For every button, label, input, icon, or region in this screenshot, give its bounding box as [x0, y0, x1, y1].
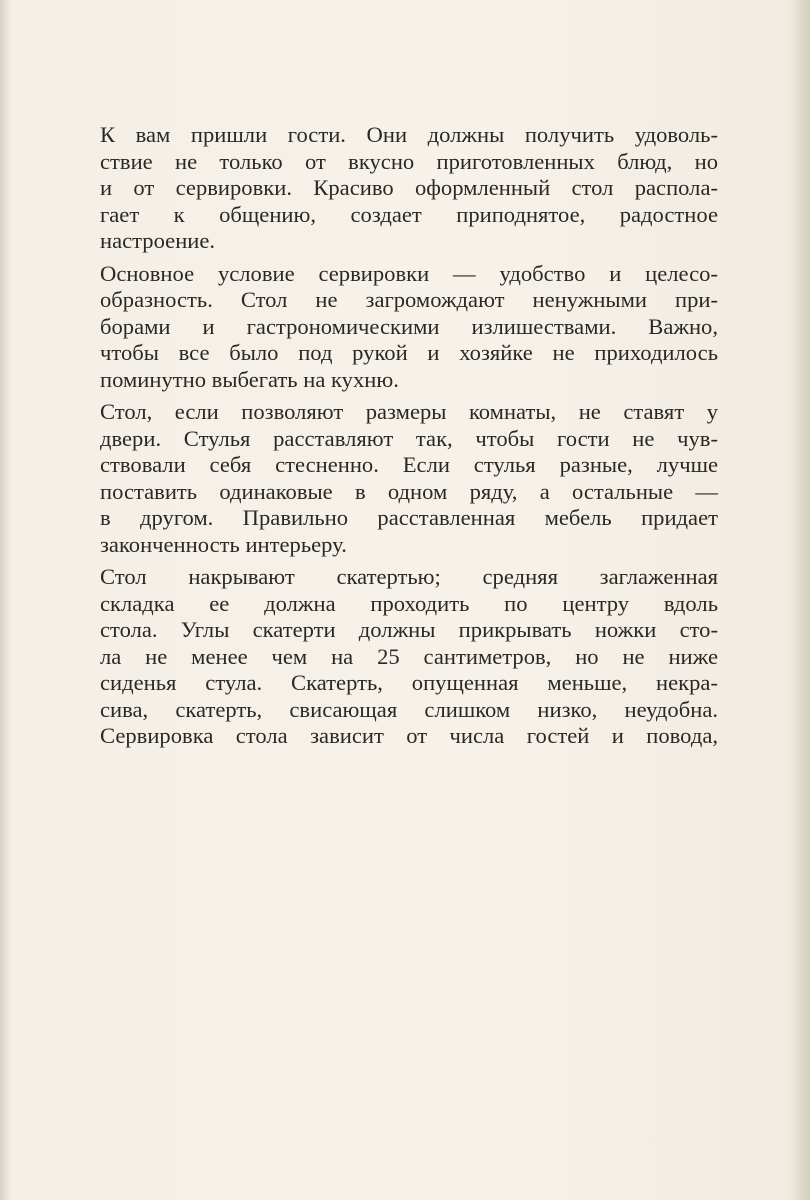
- text-line: гает к общению, создает приподнятое, радостное: [100, 201, 718, 227]
- text-line: и от сервировки. Красиво оформленный стол распола-: [100, 175, 718, 200]
- text-line: поставить одинаковые в одном ряду, а остальные —: [100, 478, 718, 504]
- text-line: ствие не только от вкусно приготовленных блюд, но: [100, 148, 718, 174]
- text-line: ла не менее чем на 25 сантиметров, но не ниже: [100, 643, 718, 669]
- text-line: стола. Углы скатерти должны прикрывать ножки сто-: [100, 617, 718, 642]
- page-right-edge: [792, 0, 810, 1200]
- text-line: Стол, если позволяют размеры комнаты, не ставят у: [100, 399, 718, 424]
- text-line: Основное условие сервировки — удобство и целесо-: [100, 260, 718, 286]
- paragraph-furniture: [100, 399, 718, 558]
- paragraph-guests: [100, 122, 718, 255]
- text-line: настроение.: [100, 228, 216, 253]
- text-line: сива, скатерть, свисающая слишком низко, неудобна.: [100, 696, 718, 722]
- text-line: чтобы все было под рукой и хозяйке не приходилось: [100, 340, 718, 365]
- paragraph-tablecloth: [100, 564, 718, 750]
- page-left-edge: [0, 0, 10, 1200]
- body-text: [100, 122, 718, 756]
- text-line: сиденья стула. Скатерть, опущенная меньше, некра-: [100, 670, 718, 695]
- text-line: поминутно выбегать на кухню.: [100, 366, 399, 392]
- text-line: Сервировка стола зависит от числа гостей и повода,: [100, 723, 718, 748]
- text-line: в другом. Правильно расставленная мебель придает: [100, 505, 718, 530]
- text-line: ствовали себя стесненно. Если стулья разные, лучше: [100, 452, 718, 477]
- paragraph-conditions: [100, 261, 718, 394]
- text-line: борами и гастрономическими излишествами. Важно,: [100, 313, 718, 339]
- text-line: образность. Стол не загромождают ненужными при-: [100, 287, 718, 312]
- text-line: законченность интерьеру.: [100, 531, 347, 557]
- text-line: К вам пришли гости. Они должны получить удоволь-: [100, 122, 718, 147]
- text-line: двери. Стулья расставляют так, чтобы гости не чув-: [100, 425, 718, 451]
- text-line: Стол накрывают скатертью; средняя заглаженная: [100, 564, 718, 589]
- text-line: складка ее должна проходить по центру вдоль: [100, 590, 718, 616]
